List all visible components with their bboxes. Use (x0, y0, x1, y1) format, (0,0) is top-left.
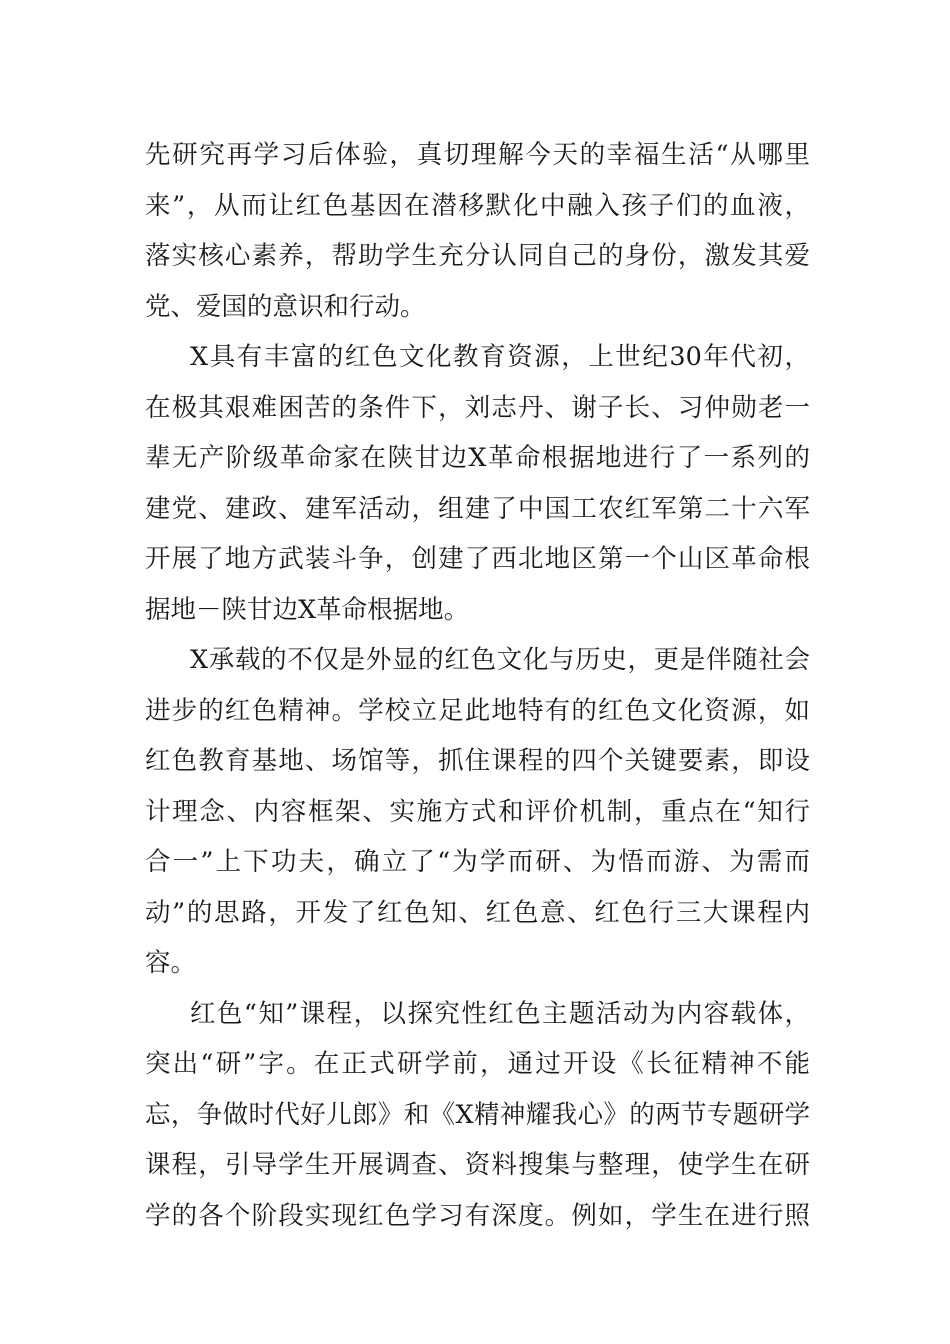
text-line: 忘，争做时代好儿郎》和《X精神耀我心》的两节专题研学 (145, 1099, 810, 1130)
text-line: 红色教育基地、场馆等，抓住课程的四个关键要素，即设 (145, 746, 810, 776)
text-line: 建党、建政、建军活动，组建了中国工农红军第二十六军 (145, 493, 810, 524)
text-line: 动”的思路，开发了红色知、红色意、红色行三大课程内 (145, 897, 810, 928)
text-line: 落实核心素养，帮助学生充分认同自己的身份，激发其爱 (145, 241, 810, 271)
text-line: X承载的不仅是外显的红色文化与历史，更是伴随社会 (190, 645, 810, 675)
paragraph-1 (145, 130, 810, 332)
text-line: 在极其艰难困苦的条件下，刘志丹、谢子长、习仲勋老一 (145, 392, 810, 423)
text-line: 来”，从而让红色基因在潜移默化中融入孩子们的血液， (145, 190, 810, 221)
text-line: 开展了地方武装斗争，创建了西北地区第一个山区革命根 (145, 544, 810, 574)
text-line: 容。 (145, 948, 197, 978)
text-line: 辈无产阶级革命家在陕甘边X革命根据地进行了一系列的 (145, 443, 810, 473)
text-line: 党、爱国的意识和行动。 (145, 291, 426, 322)
paragraph-4 (145, 989, 810, 1242)
text-line: 先研究再学习后体验，真切理解今天的幸福生活“从哪里 (145, 140, 810, 170)
text-line: 合一”上下功夫，确立了“为学而研、为悟而游、为需而 (145, 847, 810, 877)
text-line: 学的各个阶段实现红色学习有深度。例如，学生在进行照 (145, 1200, 810, 1231)
text-line: X具有丰富的红色文化教育资源，上世纪30年代初， (190, 342, 810, 372)
text-line: 课程，引导学生开展调查、资料搜集与整理，使学生在研 (145, 1150, 810, 1180)
paragraph-2 (145, 332, 810, 635)
text-line: 进步的红色精神。学校立足此地特有的红色文化资源，如 (145, 695, 810, 726)
paragraph-3 (145, 635, 810, 989)
text-line: 突出“研”字。在正式研学前，通过开设《长征精神不能 (145, 1049, 810, 1079)
text-line: 据地－陕甘边X革命根据地。 (145, 594, 470, 625)
text-line: 计理念、内容框架、实施方式和评价机制，重点在“知行 (145, 796, 810, 827)
document-page (145, 130, 810, 1241)
text-line: 红色“知”课程，以探究性红色主题活动为内容载体， (190, 998, 810, 1029)
